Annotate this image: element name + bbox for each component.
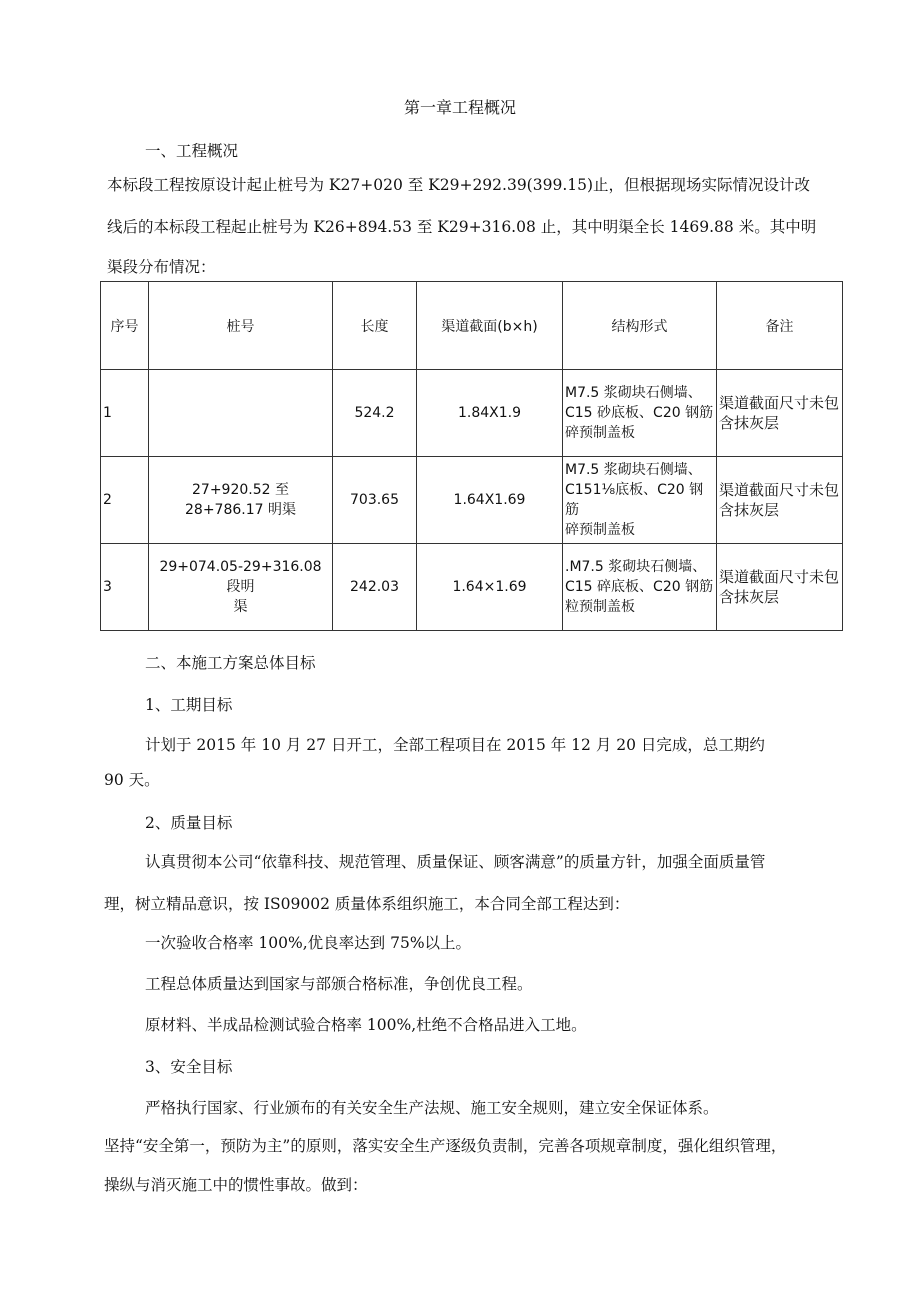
table-header-row (101, 282, 843, 370)
stake-line-2: 28+786.17 明渠 (185, 502, 296, 518)
structure-line-2: C15 碎底板、C20 钢筋 (565, 579, 714, 595)
header-seq: 序号 (101, 282, 149, 370)
note-line-2: 含抹灰层 (719, 501, 780, 519)
goal-heading-quality: 2、质量目标 (145, 814, 233, 832)
quality-item-1: 一次验收合格率 100%,优良率达到 75%以上。 (145, 934, 472, 952)
cell-structure (563, 457, 717, 544)
intro-line-3: 渠段分布情况： (107, 258, 216, 276)
structure-line-3: 碎预制盖板 (565, 522, 635, 538)
cell-note (717, 457, 843, 544)
section-heading-goals: 二、本施工方案总体目标 (145, 654, 316, 672)
cell-stake (149, 544, 333, 631)
cell-structure (563, 544, 717, 631)
note-line-1: 渠道截面尺寸未包 (719, 394, 840, 412)
cell-length: 524.2 (333, 370, 417, 457)
header-stake: 桩号 (149, 282, 333, 370)
header-section: 渠道截面(b×h) (417, 282, 563, 370)
stake-line-1: 27+920.52 至 (192, 482, 289, 498)
page-title: 第一章工程概况 (403, 98, 516, 117)
structure-line-3: 碎预制盖板 (565, 425, 635, 441)
cell-section: 1.84X1.9 (417, 370, 563, 457)
note-line-1: 渠道截面尺寸未包 (719, 568, 840, 586)
channel-distribution-table (100, 281, 843, 631)
schedule-line-2: 90 天。 (104, 771, 160, 789)
intro-line-2: 线后的本标段工程起止桩号为 K26+894.53 至 K29+316.08 止，其中明渠全长 1469.88 米。其中明 (107, 218, 817, 236)
safety-line-3: 操纵与消灭施工中的惯性事故。做到： (104, 1176, 368, 1194)
cell-seq: 2 (101, 457, 149, 544)
stake-line-2: 渠 (233, 599, 248, 615)
header-structure: 结构形式 (563, 282, 717, 370)
section-heading-overview: 一、工程概况 (145, 142, 239, 160)
quality-line-1: 认真贯彻本公司“依靠科技、规范管理、质量保证、顾客满意”的质量方针，加强全面质量管 (145, 853, 766, 871)
structure-line-3: 粒预制盖板 (565, 599, 635, 615)
cell-section: 1.64×1.69 (417, 544, 563, 631)
structure-line-1: M7.5 浆砌块石侧墙、 (565, 385, 702, 401)
cell-note (717, 370, 843, 457)
cell-length: 242.03 (333, 544, 417, 631)
note-line-1: 渠道截面尺寸未包 (719, 481, 840, 499)
quality-line-2: 理，树立精品意识，按 IS09002 质量体系组织施工，本合同全部工程达到： (104, 895, 630, 913)
structure-line-2: C15 砂底板、C20 钢筋 (565, 405, 714, 421)
schedule-line-1: 计划于 2015 年 10 月 27 日开工，全部工程项目在 2015 年 12 月 20 日完成，总工期约 (145, 736, 765, 754)
cell-seq: 3 (101, 544, 149, 631)
cell-seq: 1 (101, 370, 149, 457)
header-length: 长度 (333, 282, 417, 370)
note-line-2: 含抹灰层 (719, 588, 780, 606)
structure-line-1: M7.5 浆砌块石侧墙、 (565, 462, 702, 478)
structure-line-1: .M7.5 浆砌块石侧墙、 (565, 559, 707, 575)
structure-line-2: C151⅛底板、C20 钢筋 (565, 482, 704, 518)
cell-stake (149, 370, 333, 457)
header-note: 备注 (717, 282, 843, 370)
cell-stake (149, 457, 333, 544)
cell-structure (563, 370, 717, 457)
quality-item-2: 工程总体质量达到国家与部颁合格标准，争创优良工程。 (145, 975, 533, 993)
intro-line-1: 本标段工程按原设计起止桩号为 K27+020 至 K29+292.39(399.15)止，但根据现场实际情况设计改 (107, 176, 811, 194)
cell-length: 703.65 (333, 457, 417, 544)
cell-note (717, 544, 843, 631)
safety-line-1: 严格执行国家、行业颁布的有关安全生产法规、施工安全规则，建立安全保证体系。 (145, 1099, 719, 1117)
quality-item-3: 原材料、半成品检测试验合格率 100%,杜绝不合格品进入工地。 (145, 1016, 587, 1034)
cell-section: 1.64X1.69 (417, 457, 563, 544)
stake-line-1: 29+074.05-29+316.08 段明 (159, 559, 322, 595)
safety-line-2: 坚持“安全第一，预防为主”的原则，落实安全生产逐级负责制，完善各项规章制度，强化组织管理， (104, 1137, 787, 1155)
table-row (101, 457, 843, 544)
goal-heading-safety: 3、安全目标 (145, 1058, 233, 1076)
table-row (101, 544, 843, 631)
table-row (101, 370, 843, 457)
note-line-2: 含抹灰层 (719, 414, 780, 432)
goal-heading-schedule: 1、工期目标 (145, 696, 233, 714)
